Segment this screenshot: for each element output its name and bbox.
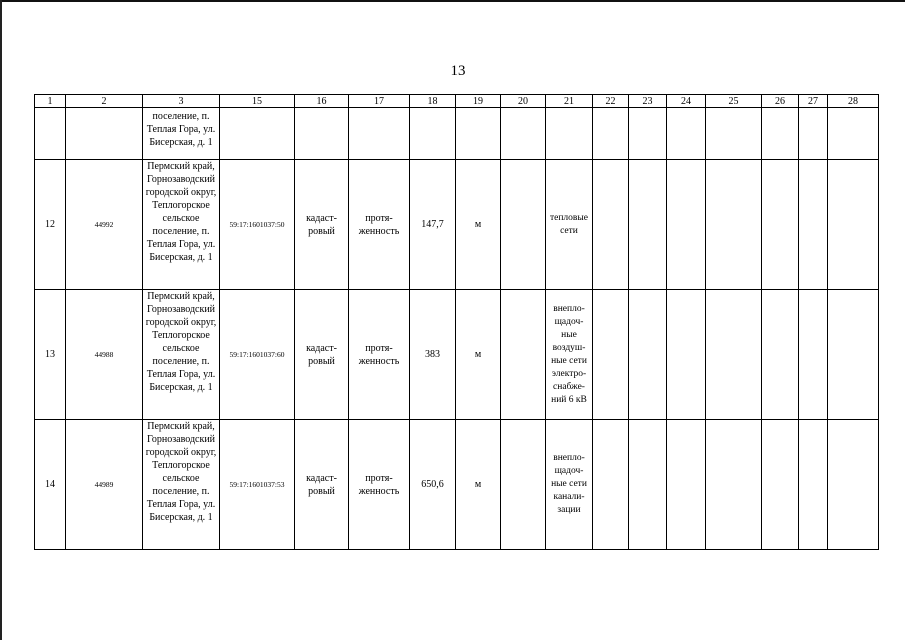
cell-empty [456, 108, 501, 160]
header-cell: 28 [828, 95, 879, 108]
header-cell: 17 [349, 95, 410, 108]
cell-address: Пермский край, Горнозаводский городской округ, Теплогорское сельское поселение, п. Теплая Гора, ул. Бисерская, д. 1 [143, 420, 220, 550]
header-cell: 3 [143, 95, 220, 108]
cell-empty [501, 108, 546, 160]
cell-empty [706, 108, 762, 160]
cell-code: 44992 [66, 160, 143, 290]
cell-num: 12 [35, 160, 66, 290]
cell-parameter: протя-женность [349, 420, 410, 550]
cell-empty [706, 160, 762, 290]
cell-cadastral: 59:17:1601037:60 [220, 290, 295, 420]
cell-empty [593, 290, 629, 420]
cell-unit: м [456, 160, 501, 290]
cell-parameter: протя-женность [349, 160, 410, 290]
cell-empty [593, 160, 629, 290]
address-text: поселение, п. Теплая Гора, ул. Бисерская, д. 1 [146, 111, 216, 148]
cell-object: внепло-щадоч-ные сети канали-зации [546, 420, 593, 550]
cell-value: 383 [410, 290, 456, 420]
header-cell: 1 [35, 95, 66, 108]
cell-num [35, 108, 66, 160]
cell-empty [799, 420, 828, 550]
cell-value: 147,7 [410, 160, 456, 290]
cell-unit: м [456, 290, 501, 420]
cell-code: 44988 [66, 290, 143, 420]
cell-empty [667, 108, 706, 160]
cell-num: 13 [35, 290, 66, 420]
cell-object: тепловые сети [546, 160, 593, 290]
cell-address: Пермский край, Горнозаводский городской округ, Теплогорское сельское поселение, п. Теплая Гора, ул. Бисерская, д. 1 [143, 290, 220, 420]
register-table [34, 94, 879, 550]
cell-code [66, 108, 143, 160]
header-cell: 27 [799, 95, 828, 108]
cell-empty [799, 160, 828, 290]
header-cell: 23 [629, 95, 667, 108]
cell-empty [828, 160, 879, 290]
header-cell: 15 [220, 95, 295, 108]
cell-number-type: кадаст-ровый [295, 290, 349, 420]
cell-object: внепло-щадоч-ные воздуш-ные сети электро-снабже-ний 6 кВ [546, 290, 593, 420]
cell-value: 650,6 [410, 420, 456, 550]
cell-empty [593, 420, 629, 550]
cell-empty [410, 108, 456, 160]
cell-empty [667, 420, 706, 550]
header-cell: 16 [295, 95, 349, 108]
cell-empty [629, 290, 667, 420]
cell-empty [799, 108, 828, 160]
header-cell: 18 [410, 95, 456, 108]
scan-edge-top [0, 0, 905, 2]
cell-empty [546, 108, 593, 160]
cell-empty [706, 420, 762, 550]
cell-empty [501, 160, 546, 290]
cell-number-type: кадаст-ровый [295, 420, 349, 550]
cell-empty [629, 420, 667, 550]
cell-cadastral: 59:17:1601037:50 [220, 160, 295, 290]
table-row-continuation [35, 108, 879, 160]
cell-address [143, 108, 220, 160]
cell-number-type: кадаст-ровый [295, 160, 349, 290]
cell-empty [295, 108, 349, 160]
header-cell: 20 [501, 95, 546, 108]
scan-edge-left [0, 0, 2, 640]
table-row [35, 420, 879, 550]
cell-empty [593, 108, 629, 160]
header-cell: 2 [66, 95, 143, 108]
cell-empty [828, 420, 879, 550]
cell-empty [762, 290, 799, 420]
header-cell: 25 [706, 95, 762, 108]
cell-unit: м [456, 420, 501, 550]
cell-num: 14 [35, 420, 66, 550]
cell-empty [799, 290, 828, 420]
cell-empty [629, 108, 667, 160]
header-row [35, 95, 879, 108]
cell-empty [667, 160, 706, 290]
cell-empty [349, 108, 410, 160]
cell-empty [629, 160, 667, 290]
cell-address: Пермский край, Горнозаводский городской округ, Теплогорское сельское поселение, п. Теплая Гора, ул. Бисерская, д. 1 [143, 160, 220, 290]
header-cell: 19 [456, 95, 501, 108]
cell-empty [501, 420, 546, 550]
cell-empty [828, 290, 879, 420]
cell-empty [667, 290, 706, 420]
page-number: 13 [450, 63, 466, 79]
table-row [35, 290, 879, 420]
cell-code: 44989 [66, 420, 143, 550]
cell-empty [501, 290, 546, 420]
header-cell: 26 [762, 95, 799, 108]
cell-cadastral: 59:17:1601037:53 [220, 420, 295, 550]
header-cell: 21 [546, 95, 593, 108]
cell-empty [762, 160, 799, 290]
header-cell: 22 [593, 95, 629, 108]
cell-empty [828, 108, 879, 160]
cell-empty [762, 108, 799, 160]
cell-empty [220, 108, 295, 160]
table-row [35, 160, 879, 290]
cell-empty [706, 290, 762, 420]
cell-empty [762, 420, 799, 550]
header-cell: 24 [667, 95, 706, 108]
cell-parameter: протя-женность [349, 290, 410, 420]
